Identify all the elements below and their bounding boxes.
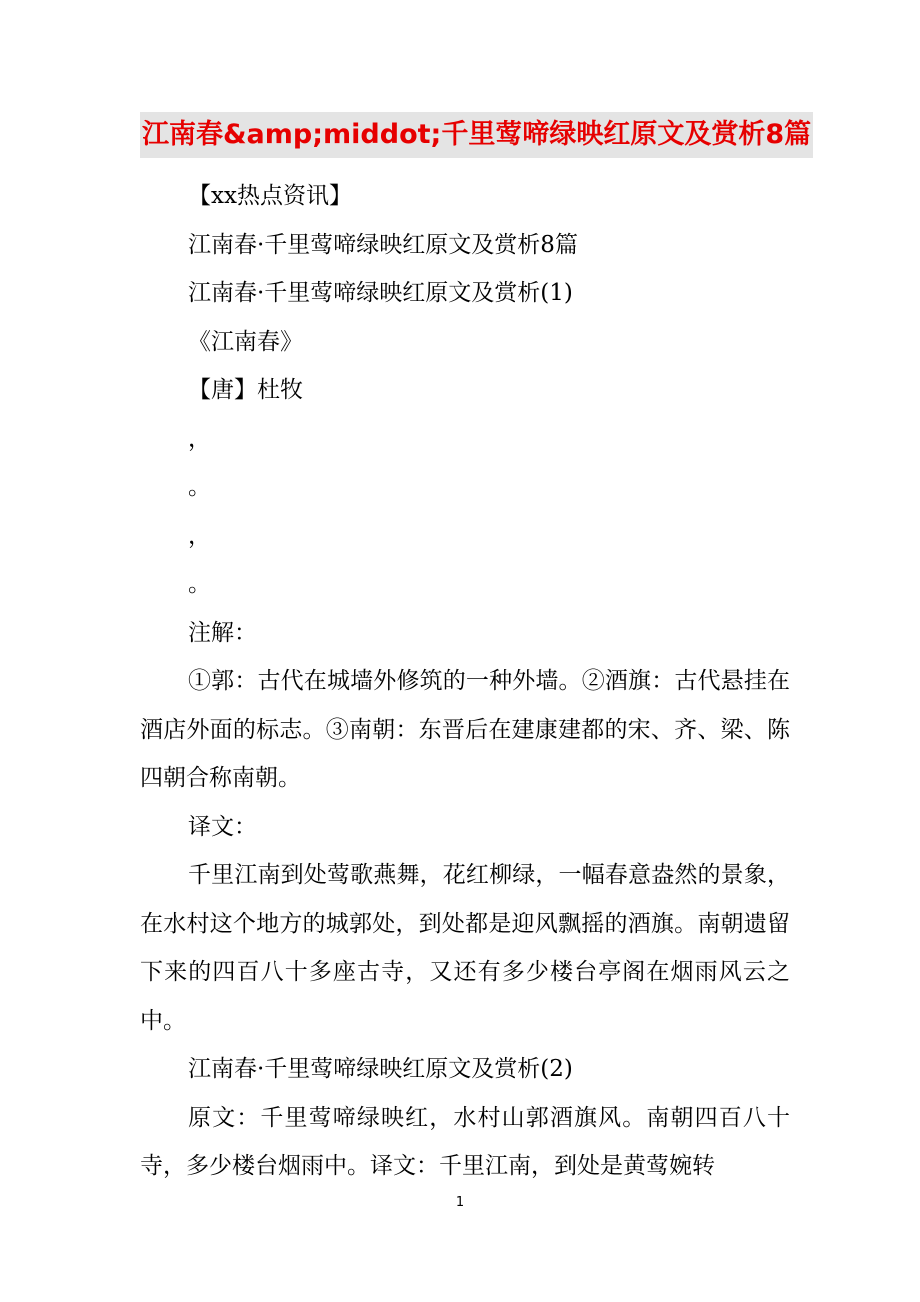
paragraph-poem-line-4: 。 [188, 571, 211, 597]
paragraph-poem-author: 【唐】杜牧 [188, 377, 303, 403]
document-title: 江南春&amp;middot;千里莺啼绿映红原文及赏析8篇 [140, 112, 813, 158]
paragraph-poem-title: 《江南春》 [188, 328, 303, 355]
paragraph-section-1-title: 江南春·千里莺啼绿映红原文及赏析(1) [188, 280, 573, 306]
paragraph-notes: ①郭：古代在城墙外修筑的一种外墙。②酒旗：古代悬挂在酒店外面的标志。③南朝：东晋后在建康建都的宋、齐、梁、陈四朝合称南朝。 [140, 668, 790, 791]
paragraph-original-text: 原文：千里莺啼绿映红，水村山郭酒旗风。南朝四百八十寺，多少楼台烟雨中。译文：千里江南，到处是黄莺婉转 [140, 1104, 790, 1179]
paragraph-notes-label: 注解： [188, 619, 257, 646]
paragraph-poem-line-1: ， [188, 425, 211, 452]
paragraph-poem-line-2: 。 [188, 474, 211, 500]
paragraph-source-tag: 【xx热点资讯】 [188, 183, 352, 209]
paragraph-poem-line-3: ， [188, 522, 211, 549]
paragraph-heading: 江南春·千里莺啼绿映红原文及赏析8篇 [188, 231, 578, 258]
paragraph-translation-label: 译文： [188, 813, 257, 840]
title-block [140, 112, 840, 158]
page-number: 1 [455, 1195, 465, 1210]
paragraph-section-2-title: 江南春·千里莺啼绿映红原文及赏析(2) [188, 1056, 573, 1082]
document-body [140, 172, 790, 1191]
paragraph-translation: 千里江南到处莺歌燕舞，花红柳绿，一幅春意盎然的景象，在水村这个地方的城郭处，到处都是迎风飘摇的酒旗。南朝遗留下来的四百八十多座古寺，又还有多少楼台亭阁在烟雨风云之中。 [140, 862, 790, 1034]
